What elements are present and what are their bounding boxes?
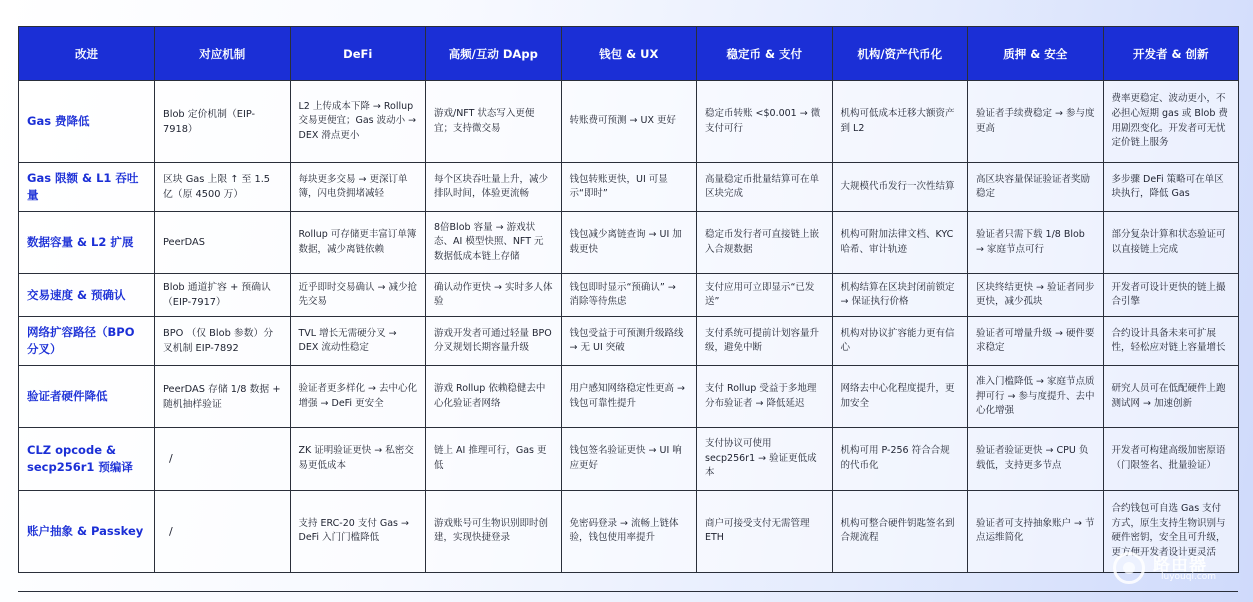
column-header: DeFi xyxy=(290,27,426,81)
table-cell: 合约钱包可自选 Gas 支付方式，原生支持生物识别与硬件密钥，安全且可升级，更方便开发者设计更灵活 xyxy=(1103,490,1239,572)
table-cell: 商户可接受支付无需管理 ETH xyxy=(697,490,833,572)
table-cell: 区块 Gas 上限 ↑ 至 1.5 亿（原 4500 万） xyxy=(155,163,291,212)
table-cell: 验证者可增量升级 → 硬件要求稳定 xyxy=(968,317,1104,366)
table-cell: 链上 AI 推理可行，Gas 更低 xyxy=(426,428,562,490)
table-cell: 部分复杂计算和状态验证可以直接链上完成 xyxy=(1103,212,1239,274)
watermark-domain: luyouqi.com xyxy=(1161,572,1217,582)
table-cell: 大规模代币发行一次性结算 xyxy=(832,163,968,212)
table-cell: ZK 证明验证更快 → 私密交易更低成本 xyxy=(290,428,426,490)
table-cell: 机构可附加法律文档、KYC 哈希、审计轨迹 xyxy=(832,212,968,274)
column-header: 对应机制 xyxy=(155,27,291,81)
table-cell: 机构结算在区块封闭前锁定 → 保证执行价格 xyxy=(832,274,968,317)
table-cell: PeerDAS xyxy=(155,212,291,274)
table-cell: / xyxy=(155,490,291,572)
row-header-cell: 账户抽象 & Passkey xyxy=(19,490,155,572)
table-cell: 近乎即时交易确认 → 减少抢先交易 xyxy=(290,274,426,317)
column-header: 机构/资产代币化 xyxy=(832,27,968,81)
table-cell: 验证者更多样化 → 去中心化增强 → DeFi 更安全 xyxy=(290,366,426,428)
column-header: 开发者 & 创新 xyxy=(1103,27,1239,81)
table-cell: TVL 增长无需硬分叉 → DEX 流动性稳定 xyxy=(290,317,426,366)
table-row xyxy=(19,317,1239,366)
table-cell: / xyxy=(155,428,291,490)
table-cell: 游戏账号可生物识别即时创建，实现快捷登录 xyxy=(426,490,562,572)
table-cell: 每块更多交易 → 更深订单簿，闪电贷拥堵减轻 xyxy=(290,163,426,212)
table-cell: 验证者验证更快 → CPU 负载低，支持更多节点 xyxy=(968,428,1104,490)
table-cell: 支持 ERC-20 支付 Gas → DeFi 入门门槛降低 xyxy=(290,490,426,572)
table-cell: 开发者可构建高级加密原语（门限签名、批量验证） xyxy=(1103,428,1239,490)
column-header: 质押 & 安全 xyxy=(968,27,1104,81)
table-cell: 确认动作更快 → 实时多人体验 xyxy=(426,274,562,317)
column-header: 钱包 & UX xyxy=(561,27,697,81)
table-cell: 网络去中心化程度提升，更加安全 xyxy=(832,366,968,428)
table-cell: 游戏 Rollup 依赖稳健去中心化验证者网络 xyxy=(426,366,562,428)
table-cell: 钱包转账更快，UI 可显示“即时” xyxy=(561,163,697,212)
table-row xyxy=(19,490,1239,572)
table-cell: 多步骤 DeFi 策略可在单区块执行，降低 Gas xyxy=(1103,163,1239,212)
comparison-table-container xyxy=(18,26,1238,573)
table-cell: Rollup 可存储更丰富订单簿数据，减少离链依赖 xyxy=(290,212,426,274)
table-cell: 费率更稳定、波动更小，不必担心短期 gas 或 Blob 费用剧烈变化。开发者可无忧定价链上服务 xyxy=(1103,81,1239,163)
table-cell: 高区块容量保证验证者奖励稳定 xyxy=(968,163,1104,212)
table-row xyxy=(19,274,1239,317)
row-header-cell: 验证者硬件降低 xyxy=(19,366,155,428)
table-cell: 支付应用可立即显示“已发送” xyxy=(697,274,833,317)
table-cell: Blob 定价机制（EIP-7918） xyxy=(155,81,291,163)
row-header-cell: 数据容量 & L2 扩展 xyxy=(19,212,155,274)
table-row xyxy=(19,163,1239,212)
column-header: 高频/互动 DApp xyxy=(426,27,562,81)
footer-divider xyxy=(18,591,1238,592)
table-cell: 8倍Blob 容量 → 游戏状态、AI 模型快照、NFT 元数据低成本链上存储 xyxy=(426,212,562,274)
table-cell: 高量稳定币批量结算可在单区块完成 xyxy=(697,163,833,212)
table-cell: 稳定币发行者可直接链上嵌入合规数据 xyxy=(697,212,833,274)
table-header-row xyxy=(19,27,1239,81)
table-cell: 准入门槛降低 → 家庭节点质押可行 → 参与度提升、去中心化增强 xyxy=(968,366,1104,428)
table-cell: 验证者可支持抽象账户 → 节点运维简化 xyxy=(968,490,1104,572)
table-cell: L2 上传成本下降 → Rollup 交易更便宜；Gas 波动小 → DEX 滑点更小 xyxy=(290,81,426,163)
table-cell: 开发者可设计更快的链上撮合引擎 xyxy=(1103,274,1239,317)
table-cell: 机构可低成本迁移大额资产到 L2 xyxy=(832,81,968,163)
table-row xyxy=(19,366,1239,428)
table-cell: 免密码登录 → 流畅上链体验，钱包使用率提升 xyxy=(561,490,697,572)
table-cell: 每个区块吞吐量上升，减少排队时间，体验更流畅 xyxy=(426,163,562,212)
table-row xyxy=(19,212,1239,274)
table-cell: 稳定币转账 <$0.001 → 微支付可行 xyxy=(697,81,833,163)
column-header: 改进 xyxy=(19,27,155,81)
table-cell: PeerDAS 存储 1/8 数据 + 随机抽样验证 xyxy=(155,366,291,428)
table-cell: 验证者手续费稳定 → 参与度更高 xyxy=(968,81,1104,163)
table-cell: 用户感知网络稳定性更高 → 钱包可靠性提升 xyxy=(561,366,697,428)
table-cell: 机构可整合硬件钥匙签名到合规流程 xyxy=(832,490,968,572)
row-header-cell: 交易速度 & 预确认 xyxy=(19,274,155,317)
table-cell: 合约设计具备未来可扩展性，轻松应对链上容量增长 xyxy=(1103,317,1239,366)
column-header: 稳定币 & 支付 xyxy=(697,27,833,81)
table-row xyxy=(19,428,1239,490)
table-cell: 转账费可预测 → UX 更好 xyxy=(561,81,697,163)
table-cell: 支付协议可使用 secp256r1 → 验证更低成本 xyxy=(697,428,833,490)
table-cell: 验证者只需下载 1/8 Blob → 家庭节点可行 xyxy=(968,212,1104,274)
row-header-cell: 网络扩容路径（BPO 分叉） xyxy=(19,317,155,366)
table-cell: 机构对协议扩容能力更有信心 xyxy=(832,317,968,366)
watermark-brand: 路由器 xyxy=(1153,555,1207,575)
row-header-cell: Gas 费降低 xyxy=(19,81,155,163)
comparison-table xyxy=(18,26,1239,573)
table-cell: 游戏/NFT 状态写入更便宜；支持微交易 xyxy=(426,81,562,163)
table-cell: 钱包减少离链查询 → UI 加载更快 xyxy=(561,212,697,274)
table-cell: 游戏开发者可通过轻量 BPO 分叉规划长期容量升级 xyxy=(426,317,562,366)
table-cell: 支付系统可提前计划容量升级，避免中断 xyxy=(697,317,833,366)
table-cell: 支付 Rollup 受益于多地理分布验证者 → 降低延迟 xyxy=(697,366,833,428)
table-cell: 机构可用 P-256 符合合规的代币化 xyxy=(832,428,968,490)
table-cell: 研究人员可在低配硬件上跑测试网 → 加速创新 xyxy=(1103,366,1239,428)
table-cell: 钱包受益于可预测升级路线 → 无 UI 突破 xyxy=(561,317,697,366)
row-header-cell: Gas 限额 & L1 吞吐量 xyxy=(19,163,155,212)
table-cell: 区块终结更快 → 验证者同步更快，减少孤块 xyxy=(968,274,1104,317)
row-header-cell: CLZ opcode & secp256r1 预编译 xyxy=(19,428,155,490)
table-cell: BPO （仅 Blob 参数）分叉机制 EIP-7892 xyxy=(155,317,291,366)
table-row xyxy=(19,81,1239,163)
table-cell: Blob 通道扩容 + 预确认（EIP-7917） xyxy=(155,274,291,317)
table-cell: 钱包签名验证更快 → UI 响应更好 xyxy=(561,428,697,490)
table-cell: 钱包即时显示“预确认” → 消除等待焦虑 xyxy=(561,274,697,317)
